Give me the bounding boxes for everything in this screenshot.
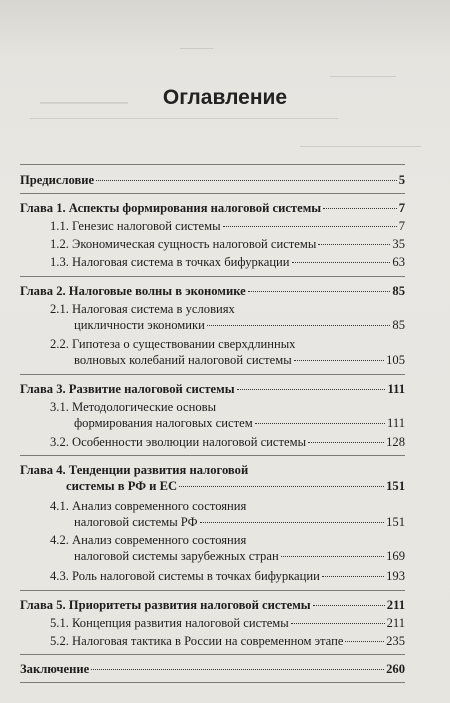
toc-section-1-1[interactable] [50, 218, 405, 234]
entry-label: Глава 2. Налоговые волны в экономике [20, 284, 246, 298]
toc-section-1-3[interactable] [50, 254, 405, 270]
dot-leader [179, 486, 384, 487]
dot-leader [318, 244, 390, 245]
entry-label: 1.1. Генезис налоговой системы [50, 219, 221, 233]
toc-section-4-3[interactable] [50, 568, 405, 584]
toc-section-2-1[interactable] [50, 301, 405, 333]
divider [20, 455, 405, 456]
page-number: 7 [398, 201, 405, 215]
dot-leader [223, 226, 397, 227]
entry-label: Глава 5. Приоритеты развития налоговой системы [20, 598, 311, 612]
page-number: 260 [386, 662, 405, 676]
entry-label-line1: Глава 4. Тенденции развития налоговой [20, 463, 249, 477]
page-number: 151 [386, 515, 405, 529]
entry-label: налоговой системы зарубежных стран [74, 549, 279, 563]
toc-chapter-4[interactable] [20, 462, 405, 494]
page-number: 111 [387, 416, 405, 430]
entry-label-line1: 2.2. Гипотеза о существовании сверхдлинных [50, 337, 296, 351]
toc-section-2-2[interactable] [50, 336, 405, 368]
entry-label: 5.1. Концепция развития налоговой системы [50, 616, 289, 630]
toc-section-4-1[interactable] [50, 498, 405, 530]
entry-label: 4.3. Роль налоговой системы в точках бифуркации [50, 569, 320, 583]
page-number: 193 [386, 569, 405, 583]
entry-label: 3.2. Особенности эволюции налоговой системы [50, 435, 307, 449]
page-number: 169 [386, 549, 405, 563]
toc-chapter-3[interactable] [20, 381, 405, 397]
page-number: 5 [398, 173, 405, 187]
dot-leader [313, 605, 385, 606]
toc-preface[interactable] [20, 172, 405, 188]
entry-label-line1: 2.1. Налоговая система в условиях [50, 302, 235, 316]
entry-label: системы в РФ и ЕС [66, 479, 178, 493]
toc-section-5-2[interactable] [50, 633, 405, 649]
dot-leader [200, 522, 385, 523]
entry-label: Глава 1. Аспекты формирования налоговой системы [20, 201, 322, 215]
show-through-text: ——————————— [300, 140, 421, 152]
toc-section-4-2[interactable] [50, 532, 405, 564]
dot-leader [294, 360, 384, 361]
dot-leader [345, 641, 384, 642]
entry-label: Заключение [20, 662, 90, 676]
divider [20, 374, 405, 375]
show-through-text: —————— [330, 70, 396, 82]
page-number: 235 [386, 634, 405, 648]
dot-leader [292, 262, 391, 263]
dot-leader [281, 556, 384, 557]
page-number: 85 [392, 284, 405, 298]
toc-conclusion[interactable] [20, 661, 405, 677]
page-number: 211 [386, 616, 405, 630]
dot-leader [323, 208, 397, 209]
entry-label: налоговой системы РФ [74, 515, 198, 529]
divider [20, 193, 405, 194]
page-number: 63 [392, 255, 405, 269]
toc-chapter-5[interactable] [20, 597, 405, 613]
entry-label: 1.3. Налоговая система в точках бифуркации [50, 255, 290, 269]
entry-label: цикличности экономики [74, 318, 205, 332]
page-number: 7 [398, 219, 405, 233]
dot-leader [91, 669, 384, 670]
divider [20, 164, 405, 165]
toc-section-1-2[interactable] [50, 236, 405, 252]
dot-leader [255, 423, 385, 424]
entry-label: волновых колебаний налоговой системы [74, 353, 292, 367]
divider [20, 654, 405, 655]
entry-label: формирования налоговых систем [74, 416, 253, 430]
entry-label-line1: 4.1. Анализ современного состояния [50, 499, 247, 513]
toc-title: Оглавление [162, 86, 288, 109]
page-number: 85 [392, 318, 405, 332]
dot-leader [237, 389, 386, 390]
page-number: 111 [387, 382, 405, 396]
toc-section-3-2[interactable] [50, 434, 405, 450]
divider [20, 682, 405, 683]
dot-leader [308, 442, 384, 443]
toc-chapter-2[interactable] [20, 283, 405, 299]
dot-leader [322, 576, 384, 577]
page-number: 211 [386, 598, 405, 612]
page-number: 35 [392, 237, 405, 251]
entry-label: 1.2. Экономическая сущность налоговой системы [50, 237, 317, 251]
entry-label-line1: 3.1. Методологические основы [50, 400, 217, 414]
toc-section-3-1[interactable] [50, 399, 405, 431]
entry-label: 5.2. Налоговая тактика в России на современном этапе [50, 634, 344, 648]
page-number: 128 [386, 435, 405, 449]
page-number: 105 [386, 353, 405, 367]
entry-label: Глава 3. Развитие налоговой системы [20, 382, 235, 396]
toc-section-5-1[interactable] [50, 615, 405, 631]
entry-label-line1: 4.2. Анализ современного состояния [50, 533, 247, 547]
show-through-text: ——— [180, 42, 213, 54]
show-through-text: ———————————————————————————— [30, 112, 338, 124]
divider [20, 276, 405, 277]
dot-leader [96, 180, 397, 181]
toc-chapter-1[interactable] [20, 200, 405, 216]
entry-label: Предисловие [20, 173, 95, 187]
divider [20, 590, 405, 591]
dot-leader [291, 623, 385, 624]
dot-leader [248, 291, 391, 292]
page-number: 151 [386, 479, 405, 493]
dot-leader [207, 325, 391, 326]
show-through-text: ———— [40, 88, 128, 113]
